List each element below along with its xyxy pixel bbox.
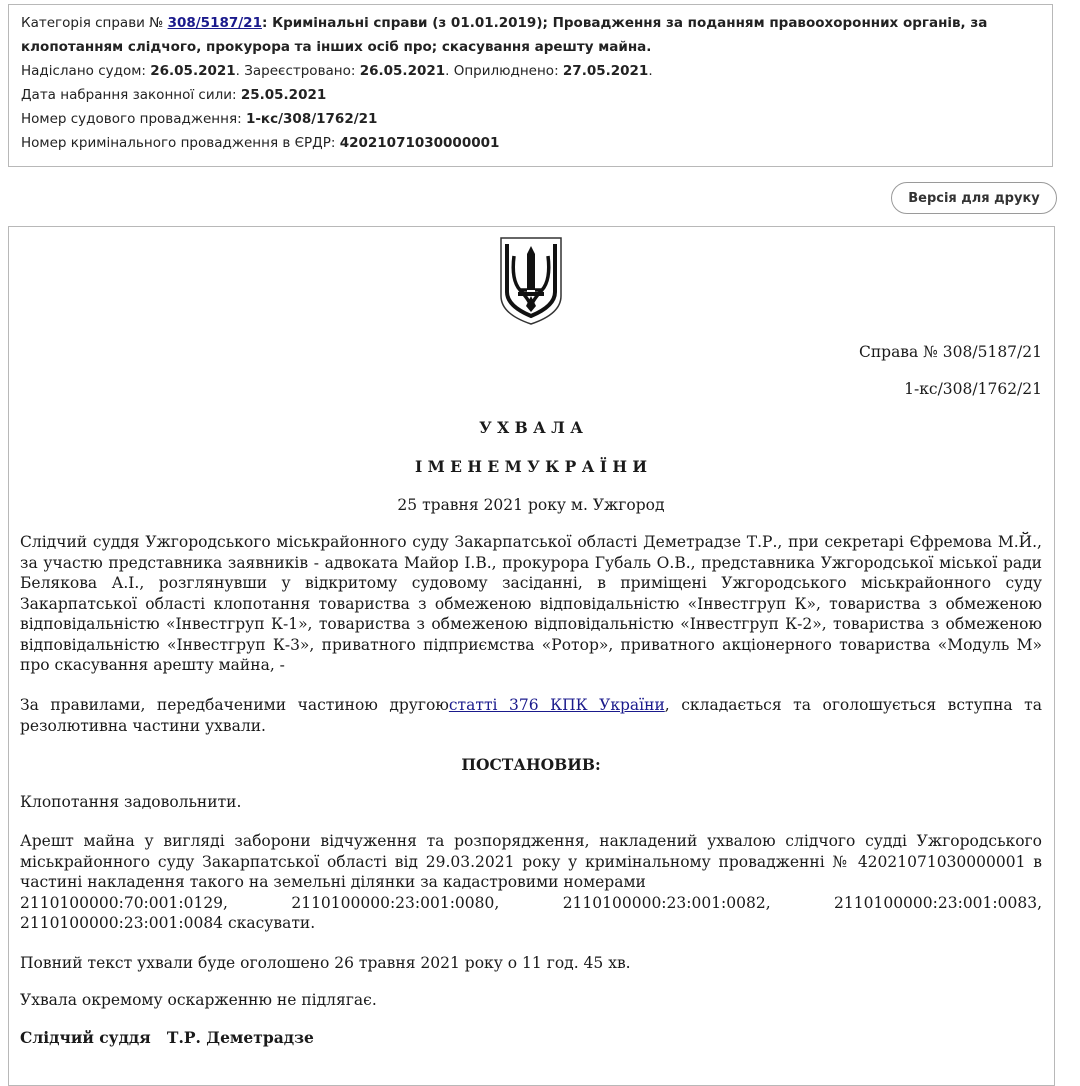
case-category: Категорія справи № 308/5187/21: Кримінальні справи (з 01.01.2019); Провадження за поданням правоохоронних органів, за клопотанням слідчого, прокурора та інших осіб про; скасування арешту майна. — [21, 15, 988, 55]
cadastral-numbers — [20, 893, 1042, 914]
date-place: 25 травня 2021 року м. Ужгород — [397, 496, 665, 514]
judge-signature: Слідчий суддя Т.Р. Деметрадзе — [20, 1028, 314, 1047]
proceeding-number: 1-кс/308/1762/21 — [904, 380, 1042, 398]
trident-emblem-icon — [498, 236, 564, 326]
case-info-panel — [8, 4, 1053, 167]
cadastral-number: 2110100000:23:001:0080, — [291, 893, 500, 912]
print-version-button[interactable]: Версія для друку — [891, 182, 1057, 214]
cadastral-number: 2110100000:23:001:0083, — [834, 893, 1042, 912]
decided-heading: ПОСТАНОВИВ: — [461, 755, 601, 774]
case-number-link[interactable]: 308/5187/21 — [167, 15, 262, 31]
court-proceeding-number: Номер судового провадження: 1-кс/308/1762/21 — [21, 111, 378, 127]
cadastral-number-last: 2110100000:23:001:0084 скасувати. — [20, 914, 316, 932]
rules-paragraph: За правилами, передбаченими частиною другоюстатті 376 КПК України, складається та оголошується вступна та резолютивна частини ухвали. — [20, 696, 1042, 735]
arrest-paragraph: Арешт майна у вигляді заборони відчуження та розпорядження, накладений ухвалою слідчого судді Ужгородського міськрайонного суду Закарпатської області від 29.03.2021 року у кримінальному провадженні № 42021071030000001 в частині накладення такого на земельні ділянки за кадастровими номерами 2110100000:70:001:0129, 2110100000:23:001:0080, 2110100000:23:001:0082, 2110100000:23:001:0083, 2110100000:23:001:0084 скасувати. — [20, 832, 1042, 932]
intro-paragraph: Слідчий суддя Ужгородського міськрайонного суду Закарпатської області Деметрадзе Т.Р., при секретарі Єфремова М.Й., за участю представника заявників - адвоката Майор І.В., прокурора Губаль О.В., представника Ужгородської міської ради Белякова А.І., розглянувши у відкритому судовому засіданні, в приміщені Ужгородського міськрайонного суду Закарпатської області клопотання товариства з обмеженою відповідальністю «Інвестгруп К», товариства з обмеженою відповідальністю «Інвестгруп К-1», товариства з обмеженою відповідальністю «Інвестгруп К-2», товариства з обмеженою відповідальністю «Інвестгруп К-3», приватного підприємства «Ротор», приватного акціонерного товариства «Модуль М» про скасування арешту майна, - — [20, 533, 1042, 674]
article-376-link[interactable]: статті 376 КПК України — [448, 696, 665, 714]
cadastral-number: 2110100000:23:001:0082, — [562, 893, 771, 912]
document-title: У Х В А Л А — [479, 418, 583, 437]
cadastral-number: 2110100000:70:001:0129, — [20, 893, 228, 912]
full-text-paragraph: Повний текст ухвали буде оголошено 26 травня 2021 року о 11 год. 45 хв. — [20, 954, 631, 972]
criminal-proceeding-number: Номер кримінального провадження в ЄРДР: 42021071030000001 — [21, 135, 500, 151]
case-dates: Надіслано судом: 26.05.2021. Зареєстровано: 26.05.2021. Оприлюднено: 27.05.2021. — [21, 63, 653, 79]
case-number: Справа № 308/5187/21 — [858, 343, 1042, 361]
legal-force-date: Дата набрання законної сили: 25.05.2021 — [21, 87, 327, 103]
document-subtitle: І М Е Н Е М У К Р А Ї Н И — [414, 457, 648, 476]
no-appeal-paragraph: Ухвала окремому оскарженню не підлягає. — [20, 991, 377, 1009]
grant-paragraph: Клопотання задовольнити. — [20, 793, 242, 811]
